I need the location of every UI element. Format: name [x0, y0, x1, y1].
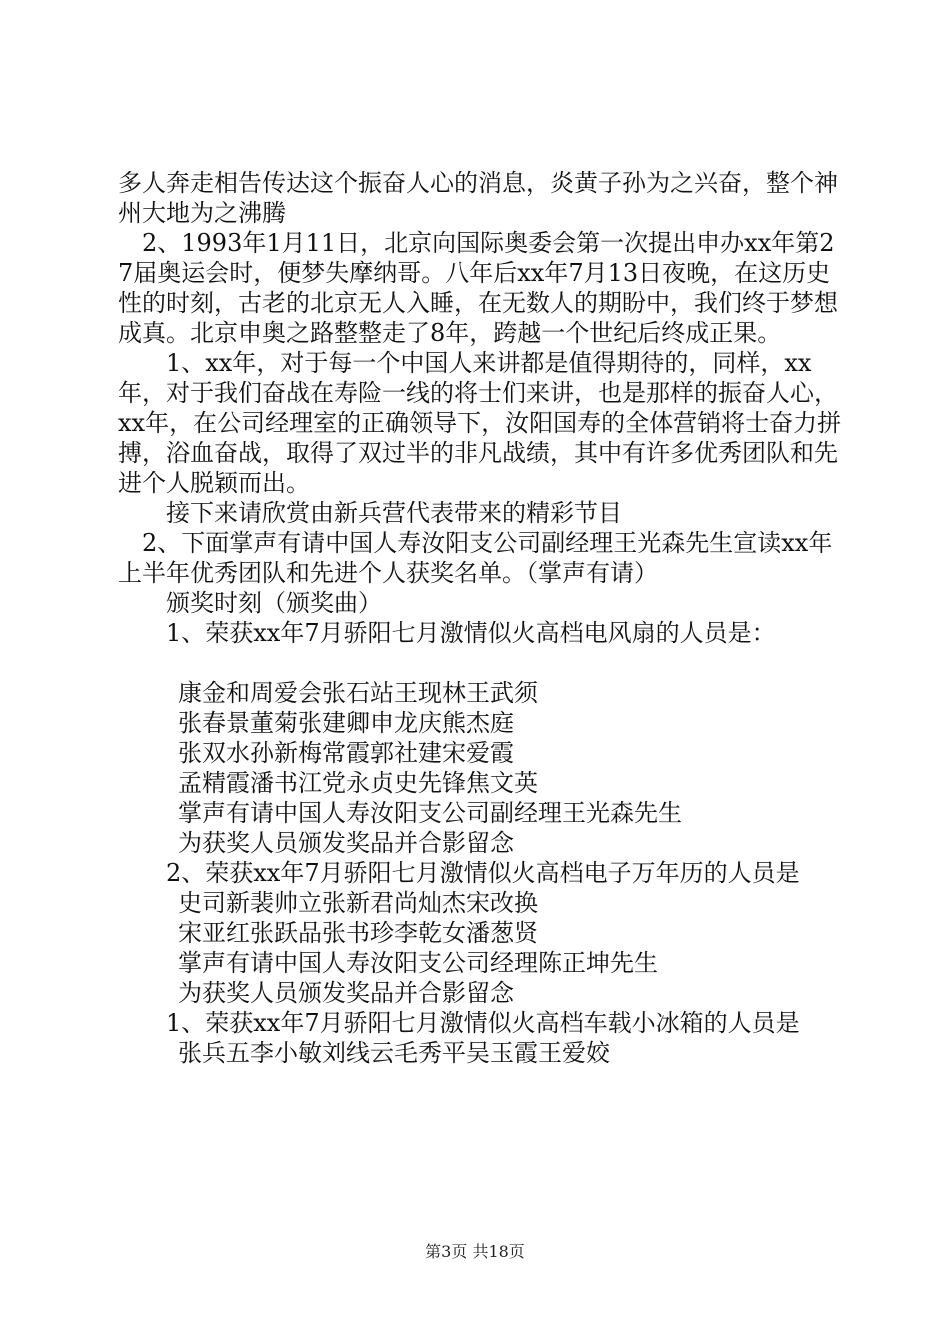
paragraph-award-fan-title: 1、荣获xx年7月骄阳七月激情似火高档电风扇的人员是： [166, 619, 776, 647]
paragraph-award-announcement: 2、下面掌声有请中国人寿汝阳支公司副经理王光森先生宣读xx年上半年优秀团队和先进个人获奖名单。（掌声有请） [118, 529, 833, 587]
paragraph-olympic-bid: 2、1993年1月11日，北京向国际奥委会第一次提出申办xx年第27届奥运会时，便梦失摩纳哥。八年后xx年7月13日夜晚，在这历史性的时刻，古老的北京无人入睡，在无数人的期盼中，我们终于梦想成真。北京申奥之路整整走了8年，跨越一个世纪后终成正果。 [118, 229, 838, 347]
paragraph-program-intro: 接下来请欣赏由新兵营代表带来的精彩节目 [166, 499, 622, 527]
names-line: 张兵五李小敏刘线云毛秀平吴玉霞王爱姣 [178, 1039, 610, 1067]
names-line: 张双水孙新梅常霞郭社建宋爱霞 [178, 739, 514, 767]
paragraph-award-calendar-title: 2、荣获xx年7月骄阳七月激情似火高档电子万年历的人员是 [166, 859, 800, 887]
document-body [118, 168, 848, 1068]
presenter-line: 为获奖人员颁发奖品并合影留念 [178, 979, 514, 1007]
paragraph-award-fridge-title: 1、荣获xx年7月骄阳七月激情似火高档车载小冰箱的人员是 [166, 1009, 800, 1037]
names-line: 张春景董菊张建卿申龙庆熊杰庭 [178, 709, 514, 737]
presenter-line: 掌声有请中国人寿汝阳支公司副经理王光森先生 [178, 799, 682, 827]
names-line: 宋亚红张跃品张书珍李乾女潘葱贤 [178, 919, 538, 947]
paragraph-award-ceremony: 颁奖时刻（颁奖曲） [166, 589, 382, 617]
presenter-line: 为获奖人员颁发奖品并合影留念 [178, 829, 514, 857]
names-line: 孟精霞潘书江党永贞史先锋焦文英 [178, 769, 538, 797]
paragraph-company-achievement: 1、xx年，对于每一个中国人来讲都是值得期待的，同样，xx年，对于我们奋战在寿险一线的将士们来讲，也是那样的振奋人心，xx年，在公司经理室的正确领导下，汝阳国寿的全体营销将士奋力拼搏，浴血奋战，取得了双过半的非凡战绩，其中有许多优秀团队和先进个人脱颖而出。 [118, 349, 842, 497]
names-line: 康金和周爱会张石站王现林王武须 [178, 679, 538, 707]
paragraph-intro-continuation: 多人奔走相告传达这个振奋人心的消息，炎黄子孙为之兴奋，整个神州大地为之沸腾 [118, 169, 838, 227]
blank-line [118, 648, 848, 678]
presenter-line: 掌声有请中国人寿汝阳支公司经理陈正坤先生 [178, 949, 658, 977]
names-line: 史司新裴帅立张新君尚灿杰宋改换 [178, 889, 538, 917]
page-footer: 第3页 共18页 [425, 1242, 525, 1261]
